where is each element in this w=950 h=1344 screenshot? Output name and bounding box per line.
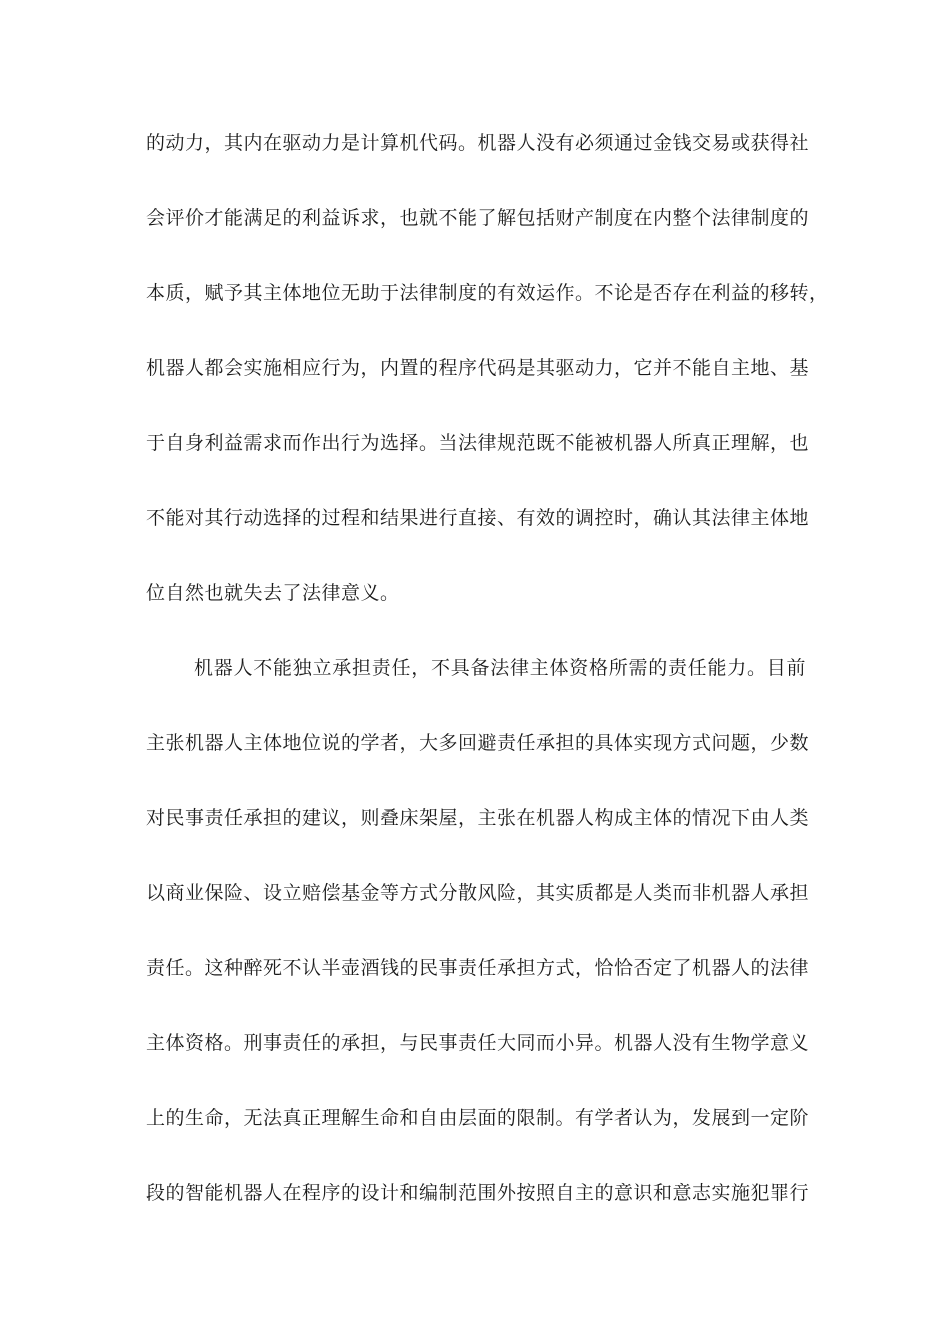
text-line: 不能对其行动选择的过程和结果进行直接、有效的调控时，确认其法律主体地 [146,507,810,529]
text-line: 于自身利益需求而作出行为选择。当法律规范既不能被机器人所真正理解，也 [146,432,810,454]
text-line: 本质，赋予其主体地位无助于法律制度的有效运作。不论是否存在利益的移转， [146,282,829,304]
text-line: 对民事责任承担的建议，则叠床架屋，主张在机器人构成主体的情况下由人类 [146,807,810,829]
text-line: 主体资格。刑事责任的承担，与民事责任大同而小异。机器人没有生物学意义 [146,1032,810,1054]
text-line: 段的智能机器人在程序的设计和编制范围外按照自主的意识和意志实施犯罪行 [146,1182,810,1204]
text-line: 会评价才能满足的利益诉求，也就不能了解包括财产制度在内整个法律制度的 [146,207,810,229]
text-line: 上的生命，无法真正理解生命和自由层面的限制。有学者认为，发展到一定阶 [146,1107,810,1129]
text-line: 位自然也就失去了法律意义。 [146,582,400,604]
text-line: 主张机器人主体地位说的学者，大多回避责任承担的具体实现方式问题，少数 [146,732,810,754]
text-line: 机器人不能独立承担责任，不具备法律主体资格所需的责任能力。目前 [194,657,806,679]
text-line: 以商业保险、设立赔偿基金等方式分散风险，其实质都是人类而非机器人承担 [146,882,810,904]
text-line: 责任。这种醉死不认半壶酒钱的民事责任承担方式，恰恰否定了机器人的法律 [146,957,810,979]
text-line: 机器人都会实施相应行为，内置的程序代码是其驱动力，它并不能自主地、基 [146,357,810,379]
text-line: 的动力，其内在驱动力是计算机代码。机器人没有必须通过金钱交易或获得社 [146,132,810,154]
